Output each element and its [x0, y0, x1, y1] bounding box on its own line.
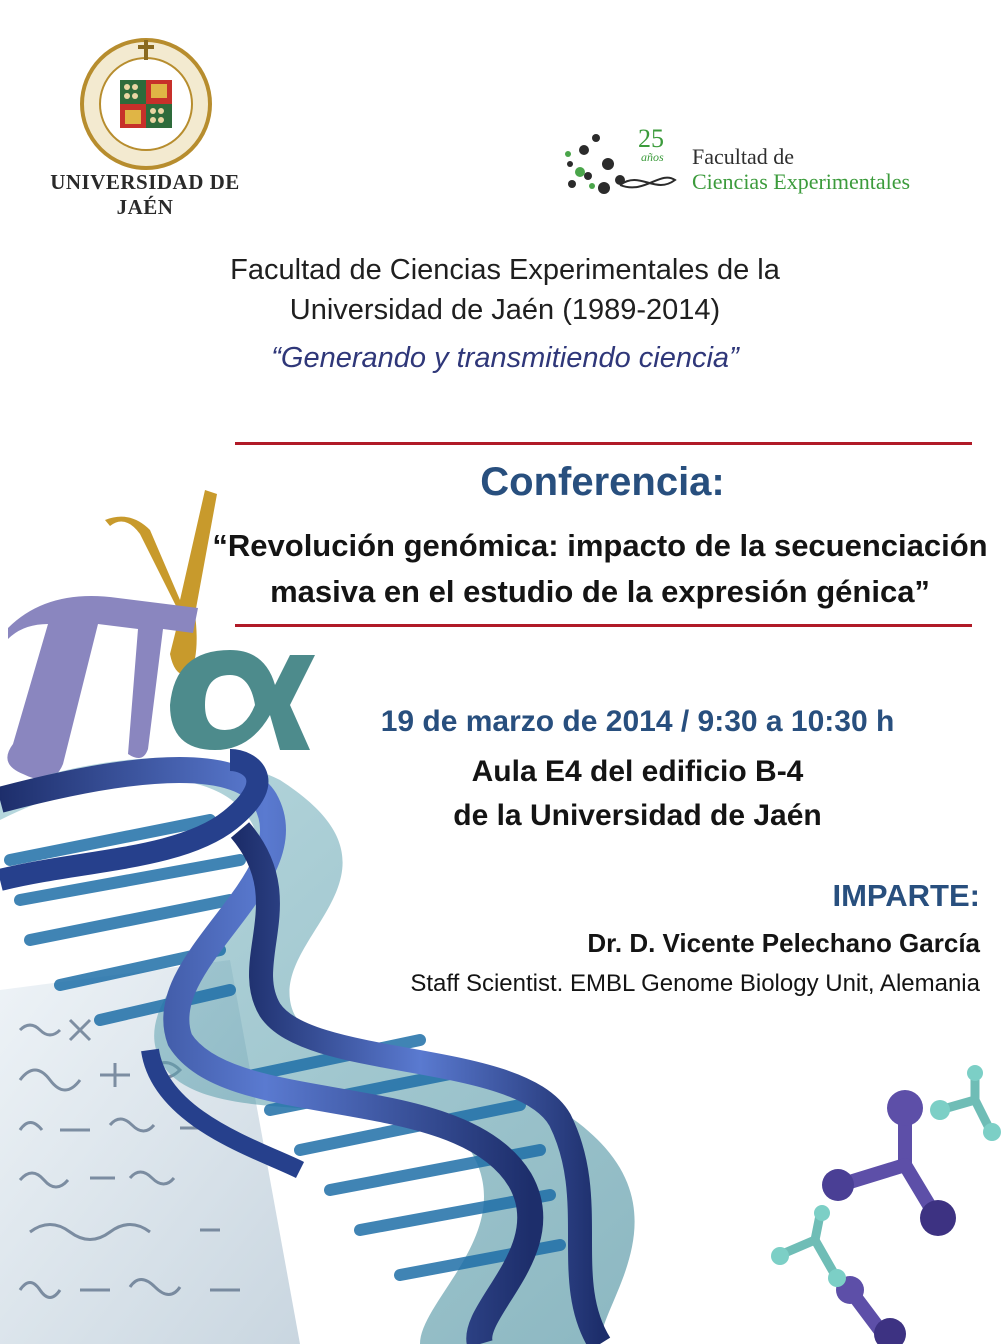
- talk-title: [205, 523, 995, 615]
- bottom-divider: [235, 624, 972, 627]
- university-name: [20, 170, 270, 220]
- pi-symbol: [7, 596, 198, 780]
- event-place-line1: Aula E4 del edificio B-4: [471, 755, 804, 788]
- top-divider: [235, 442, 972, 445]
- talk-title-line1: “Revolución genómica: impacto de la secuenciación: [212, 528, 988, 563]
- speaker-name: Dr. D. Vicente Pelechano García: [587, 928, 980, 958]
- event-place: [340, 750, 935, 838]
- anniversary-number: 25: [638, 124, 664, 153]
- speaker-label: IMPARTE:: [832, 878, 980, 913]
- speaker-affiliation: Staff Scientist. EMBL Genome Biology Unit, Alemania: [410, 970, 980, 997]
- intro-heading: [120, 250, 890, 330]
- faculty-logo-text: [692, 144, 910, 194]
- university-seal-logo: [75, 30, 217, 172]
- conference-heading: Conferencia:: [480, 460, 725, 504]
- talk-title-line2: masiva en el estudio de la expresión génica”: [270, 574, 930, 609]
- faculty-logo-line2: Ciencias Experimentales: [692, 169, 911, 194]
- faculty-logo-line1: Facultad de: [692, 144, 795, 169]
- alpha-symbol: [170, 650, 315, 750]
- intro-line2: Universidad de Jaén (1989-2014): [289, 294, 721, 326]
- gamma-symbol: [105, 490, 217, 675]
- event-place-line2: de la Universidad de Jaén: [453, 799, 822, 832]
- anniversary-word: años: [641, 150, 664, 164]
- motto: “Generando y transmitiendo ciencia”: [271, 342, 739, 374]
- intro-line1: Facultad de Ciencias Experimentales de la: [230, 254, 780, 286]
- university-name-text: UNIVERSIDAD DE JAÉN: [50, 170, 240, 219]
- event-date-time: 19 de marzo de 2014 / 9:30 a 10:30 h: [380, 705, 895, 738]
- molecule-graphic: [771, 1065, 1001, 1344]
